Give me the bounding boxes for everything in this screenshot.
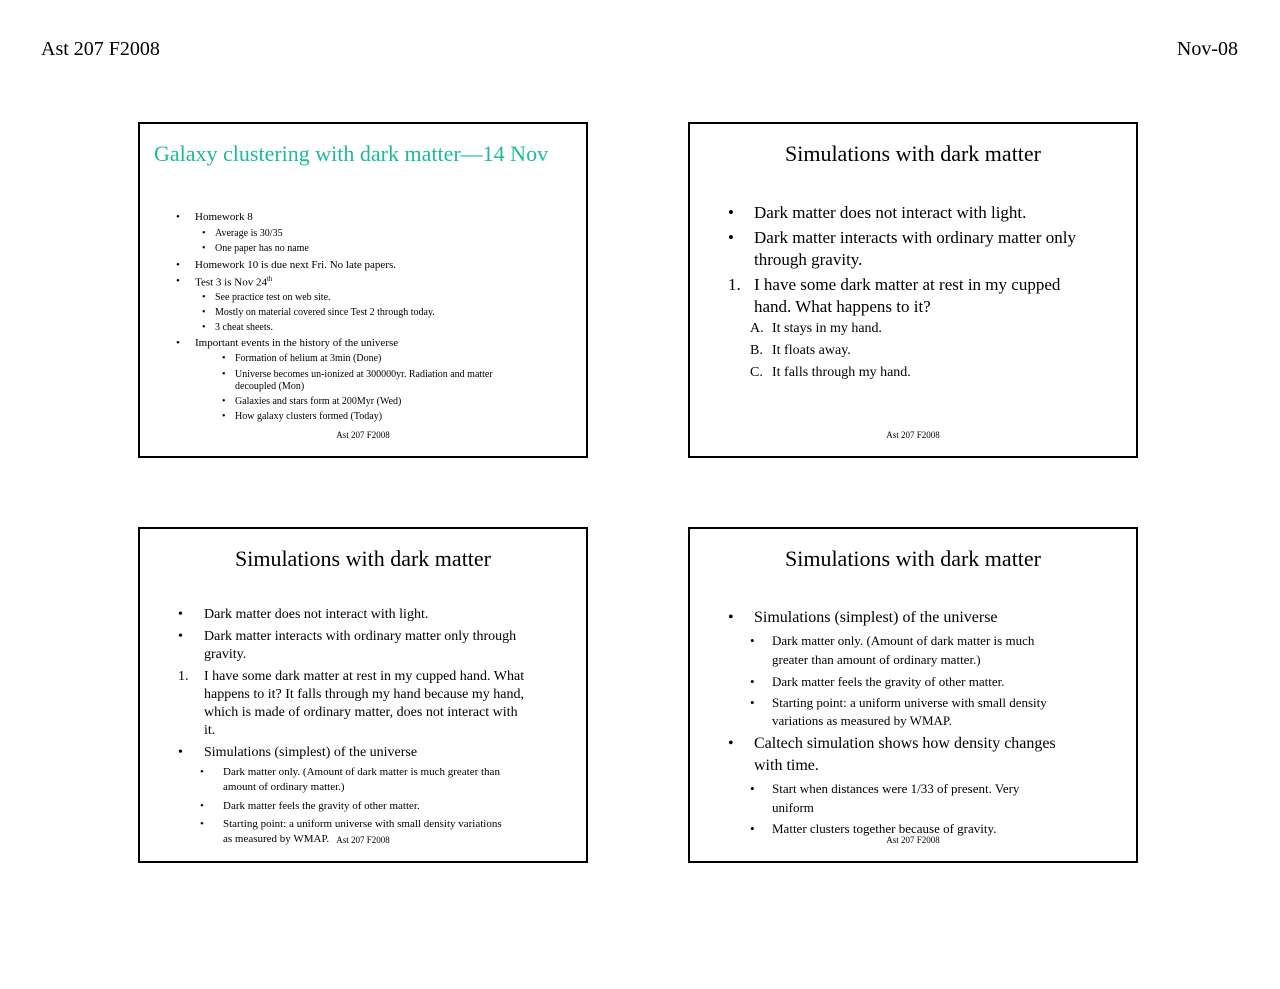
slide-footer: Ast 207 F2008 [886, 835, 940, 845]
bullet-icon: • [222, 396, 226, 407]
bullet-text: How galaxy clusters formed (Today) [235, 411, 383, 422]
slide-3 [138, 527, 588, 863]
bullet-icon: • [222, 411, 226, 422]
bullet-text: Dark matter does not interact with light. [754, 203, 1027, 222]
bullet-text: Start when distances were 1/33 of present. Very [772, 781, 1020, 796]
slide-2 [688, 122, 1138, 458]
answer-text-continued: which is made of ordinary matter, does not interact with [204, 705, 518, 720]
bullet-text: Caltech simulation shows how density changes [754, 735, 1056, 752]
answer-letter: C. [750, 365, 763, 380]
bullet-text: Matter clusters together because of gravity. [772, 821, 997, 836]
bullet-icon: • [176, 259, 180, 271]
bullet-icon: • [202, 322, 206, 333]
bullet-text: See practice test on web site. [215, 292, 331, 303]
bullet-text: Formation of helium at 3min (Done) [235, 353, 382, 364]
bullet-text: Simulations (simplest) of the universe [204, 745, 418, 760]
bullet-text: Homework 8 [195, 211, 253, 223]
answer-text-continued: it. [204, 723, 216, 738]
bullet-text: Test 3 is Nov 24th [195, 275, 273, 289]
bullet-text: Starting point: a uniform universe with small density variations [223, 818, 502, 830]
bullet-text: Dark matter does not interact with light. [204, 607, 429, 622]
bullet-text-continued: uniform [772, 800, 814, 815]
bullet-text-continued: variations as measured by WMAP. [772, 713, 952, 728]
bullet-text: Galaxies and stars form at 200Myr (Wed) [235, 396, 402, 407]
answer-letter: A. [750, 321, 764, 336]
bullet-text: One paper has no name [215, 243, 309, 254]
page-header-left: Ast 207 F2008 [41, 38, 160, 60]
bullet-text: Dark matter interacts with ordinary matter only through [204, 629, 517, 644]
bullet-icon: • [176, 211, 180, 223]
bullet-text: Starting point: a uniform universe with small density [772, 695, 1047, 710]
slide-footer: Ast 207 F2008 [336, 835, 390, 845]
bullet-icon: • [222, 369, 226, 380]
bullet-icon: • [200, 818, 204, 830]
slide-1 [138, 122, 588, 458]
answer-text-continued: happens to it? It falls through my hand because my hand, [204, 687, 524, 702]
bullet-icon: • [750, 781, 755, 796]
bullet-text: Mostly on material covered since Test 2 through today. [215, 307, 435, 318]
bullet-icon: • [728, 609, 734, 626]
bullet-text-continued: as measured by WMAP. [223, 833, 330, 845]
bullet-icon: • [728, 735, 734, 752]
bullet-text-continued: gravity. [204, 647, 247, 662]
bullet-text: Dark matter feels the gravity of other matter. [772, 674, 1005, 689]
slide-footer: Ast 207 F2008 [886, 430, 940, 440]
answer-text: I have some dark matter at rest in my cupped hand. What [204, 669, 525, 684]
slide-title: Simulations with dark matter [234, 546, 492, 571]
bullet-icon: • [202, 292, 206, 303]
bullet-text: Simulations (simplest) of the universe [754, 609, 998, 626]
bullet-icon: • [200, 766, 204, 778]
bullet-icon: • [750, 695, 755, 710]
answer-option-b: It floats away. [772, 343, 851, 358]
slide-footer: Ast 207 F2008 [336, 430, 390, 440]
answer-option-c: It falls through my hand. [772, 365, 911, 380]
bullet-icon: • [728, 228, 734, 247]
question-text-continued: hand. What happens to it? [754, 297, 931, 316]
bullet-text-continued: decoupled (Mon) [235, 381, 305, 392]
list-number: 1. [178, 669, 189, 684]
bullet-icon: • [750, 674, 755, 689]
bullet-text-continued: with time. [754, 757, 819, 774]
bullet-icon: • [202, 307, 206, 318]
bullet-icon: • [202, 228, 206, 239]
bullet-icon: • [176, 337, 180, 349]
bullet-icon: • [222, 353, 226, 364]
bullet-text-continued: amount of ordinary matter.) [223, 781, 345, 793]
bullet-text: Dark matter only. (Amount of dark matter is much [772, 633, 1035, 648]
bullet-icon: • [728, 203, 734, 222]
bullet-text: Dark matter only. (Amount of dark matter is much greater than [223, 766, 500, 778]
slide-title: Simulations with dark matter [784, 546, 1042, 571]
bullet-text: 3 cheat sheets. [215, 322, 274, 333]
bullet-text: Average is 30/35 [215, 228, 283, 239]
bullet-icon: • [202, 243, 206, 254]
slide-title: Simulations with dark matter [784, 141, 1042, 166]
bullet-icon: • [178, 629, 183, 644]
slide-4 [688, 527, 1138, 863]
bullet-text: Homework 10 is due next Fri. No late papers. [195, 259, 397, 271]
bullet-icon: • [176, 275, 180, 287]
bullet-text: Dark matter interacts with ordinary matter only [754, 228, 1076, 247]
slide-title: Galaxy clustering with dark matter—14 Nov [154, 141, 549, 166]
bullet-text: Universe becomes un-ionized at 300000yr. Radiation and matter [235, 369, 493, 380]
bullet-text: Dark matter feels the gravity of other matter. [223, 800, 420, 812]
bullet-text: Important events in the history of the universe [195, 337, 399, 349]
answer-letter: B. [750, 343, 763, 358]
bullet-icon: • [178, 745, 183, 760]
bullet-text-continued: greater than amount of ordinary matter.) [772, 652, 981, 667]
answer-option-a: It stays in my hand. [772, 321, 883, 336]
bullet-icon: • [750, 633, 755, 648]
bullet-icon: • [750, 821, 755, 836]
bullet-icon: • [200, 800, 204, 812]
question-text: I have some dark matter at rest in my cupped [754, 275, 1061, 294]
list-number: 1. [728, 275, 741, 294]
bullet-text-continued: through gravity. [754, 250, 863, 269]
page-header-right: Nov-08 [1176, 38, 1238, 60]
bullet-icon: • [178, 607, 183, 622]
